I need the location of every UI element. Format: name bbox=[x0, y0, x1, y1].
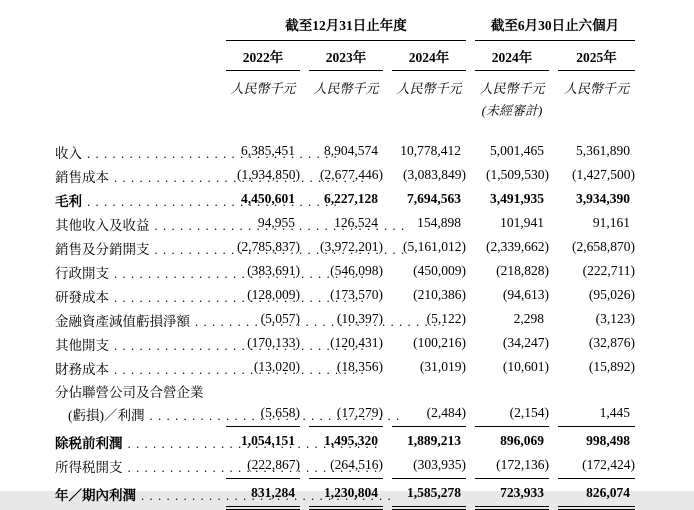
value-cell bbox=[226, 237, 300, 261]
value-cell bbox=[558, 189, 635, 213]
row-label-text: 其他收入及收益 bbox=[55, 218, 150, 233]
value-text: (128,009) bbox=[247, 287, 300, 302]
table-row bbox=[55, 237, 694, 261]
value-cell bbox=[226, 213, 300, 237]
value-cell bbox=[475, 309, 549, 333]
value-text: 5,361,890 bbox=[576, 143, 630, 158]
value-cell bbox=[392, 213, 466, 237]
unit-label: 人民幣千元 bbox=[563, 81, 629, 96]
value-text: 101,941 bbox=[500, 215, 544, 230]
value-cell bbox=[392, 237, 466, 261]
value-cell bbox=[226, 333, 300, 357]
value-text: 10,778,412 bbox=[400, 143, 461, 158]
value-text: 6,385,451 bbox=[241, 143, 295, 158]
value-text: (17,279) bbox=[336, 405, 383, 420]
value-text: (210,386) bbox=[413, 287, 466, 302]
value-text: (5,057) bbox=[260, 311, 300, 326]
unit-label: 人民幣千元 bbox=[230, 81, 296, 96]
value-text: (15,892) bbox=[588, 359, 635, 374]
table-header-units bbox=[55, 71, 694, 97]
value-text: 826,074 bbox=[586, 485, 630, 500]
row-label-text: 毛利 bbox=[55, 194, 82, 209]
table-row bbox=[55, 455, 694, 479]
value-text: (172,424) bbox=[582, 457, 635, 472]
value-text: (1,509,530) bbox=[486, 167, 549, 182]
table-row bbox=[55, 381, 694, 427]
period-group-title-interim: 截至6月30日止六個月 bbox=[475, 14, 635, 41]
row-label-text: 銷售成本 bbox=[55, 170, 109, 185]
value-cell bbox=[309, 285, 383, 309]
row-label bbox=[55, 310, 217, 333]
year-header-2023: 2023年 bbox=[309, 41, 383, 71]
value-text: (100,216) bbox=[413, 335, 466, 350]
value-cell bbox=[558, 431, 635, 455]
value-cell bbox=[475, 333, 549, 357]
value-cell bbox=[558, 141, 635, 165]
value-text: (32,876) bbox=[588, 335, 635, 350]
value-text: 896,069 bbox=[500, 433, 544, 448]
value-cell bbox=[558, 357, 635, 381]
row-label bbox=[55, 381, 217, 427]
value-text: 94,955 bbox=[257, 215, 295, 230]
row-label bbox=[55, 484, 217, 507]
table-row bbox=[55, 431, 694, 455]
row-label-text: 年／期內利潤 bbox=[55, 488, 136, 503]
row-label-text: 財務成本 bbox=[55, 362, 109, 377]
value-text: 1,445 bbox=[599, 405, 630, 420]
value-text: (218,828) bbox=[496, 263, 549, 278]
value-text: 3,934,390 bbox=[576, 191, 630, 206]
table-row bbox=[55, 165, 694, 189]
value-text: (5,122) bbox=[426, 311, 466, 326]
value-text: (34,247) bbox=[502, 335, 549, 350]
row-label bbox=[55, 432, 217, 455]
value-cell bbox=[309, 309, 383, 333]
table-row bbox=[55, 483, 694, 507]
row-label-text: 除税前利潤 bbox=[55, 436, 123, 451]
row-label-text: 收入 bbox=[55, 146, 82, 161]
value-text: 1,054,151 bbox=[241, 433, 295, 448]
value-text: 6,227,128 bbox=[324, 191, 378, 206]
row-label-text: 研發成本 bbox=[55, 290, 109, 305]
value-cell bbox=[392, 189, 466, 213]
value-cell bbox=[558, 333, 635, 357]
value-text: (2,677,446) bbox=[320, 167, 383, 182]
value-text: 1,495,320 bbox=[324, 433, 378, 448]
row-label-text: 其他開支 bbox=[55, 338, 109, 353]
value-text: (10,397) bbox=[336, 311, 383, 326]
value-cell bbox=[392, 483, 466, 507]
value-cell bbox=[392, 431, 466, 455]
value-cell bbox=[558, 165, 635, 189]
value-text: (2,785,837) bbox=[237, 239, 300, 254]
value-cell bbox=[475, 141, 549, 165]
value-cell bbox=[475, 237, 549, 261]
value-text: (450,009) bbox=[413, 263, 466, 278]
value-text: (173,570) bbox=[330, 287, 383, 302]
value-cell bbox=[475, 431, 549, 455]
value-cell bbox=[226, 189, 300, 213]
value-cell bbox=[392, 141, 466, 165]
value-text: 91,161 bbox=[592, 215, 630, 230]
value-text: (1,934,850) bbox=[237, 167, 300, 182]
value-text: (94,613) bbox=[502, 287, 549, 302]
row-label bbox=[55, 456, 217, 479]
value-cell bbox=[309, 483, 383, 507]
value-text: (18,356) bbox=[336, 359, 383, 374]
value-cell bbox=[558, 309, 635, 333]
table-row bbox=[55, 357, 694, 381]
value-text: 2,298 bbox=[513, 311, 544, 326]
value-text: (303,935) bbox=[413, 457, 466, 472]
value-text: (31,019) bbox=[419, 359, 466, 374]
value-text: (120,431) bbox=[330, 335, 383, 350]
value-text: 1,585,278 bbox=[407, 485, 461, 500]
value-cell bbox=[475, 261, 549, 285]
value-text: 831,284 bbox=[251, 485, 295, 500]
row-label-text: (虧損)／利潤 bbox=[68, 408, 145, 423]
value-text: 7,694,563 bbox=[407, 191, 461, 206]
value-text: (264,516) bbox=[330, 457, 383, 472]
row-label bbox=[55, 166, 217, 189]
table-body bbox=[55, 141, 694, 507]
value-cell bbox=[392, 261, 466, 285]
value-text: (222,867) bbox=[247, 457, 300, 472]
value-text: 998,498 bbox=[586, 433, 630, 448]
row-label-text: 分佔聯營公司及合營企業 bbox=[55, 385, 204, 400]
value-text: (3,123) bbox=[595, 311, 635, 326]
value-cell bbox=[309, 261, 383, 285]
value-text: (3,083,849) bbox=[403, 167, 466, 182]
value-text: 5,001,465 bbox=[490, 143, 544, 158]
value-text: (95,026) bbox=[588, 287, 635, 302]
value-text: (10,601) bbox=[502, 359, 549, 374]
value-cell bbox=[392, 403, 466, 427]
table-row bbox=[55, 261, 694, 285]
value-text: (5,658) bbox=[260, 405, 300, 420]
row-label-text: 銷售及分銷開支 bbox=[55, 242, 150, 257]
value-cell bbox=[309, 431, 383, 455]
value-text: 1,230,804 bbox=[324, 485, 378, 500]
value-cell bbox=[226, 165, 300, 189]
value-text: (2,658,870) bbox=[572, 239, 635, 254]
value-cell bbox=[558, 455, 635, 479]
year-header-2024-interim: 2024年 bbox=[475, 41, 549, 71]
value-cell bbox=[558, 261, 635, 285]
value-text: (13,020) bbox=[253, 359, 300, 374]
row-label bbox=[55, 214, 217, 237]
value-cell bbox=[226, 141, 300, 165]
value-cell bbox=[475, 483, 549, 507]
value-cell bbox=[309, 141, 383, 165]
row-label bbox=[55, 358, 217, 381]
value-cell bbox=[558, 285, 635, 309]
table-header-years bbox=[55, 41, 694, 71]
row-label bbox=[55, 238, 217, 261]
value-cell bbox=[226, 285, 300, 309]
value-cell bbox=[392, 333, 466, 357]
value-cell bbox=[226, 261, 300, 285]
value-cell bbox=[558, 213, 635, 237]
value-text: (170,133) bbox=[247, 335, 300, 350]
table-row bbox=[55, 333, 694, 357]
value-text: (1,427,500) bbox=[572, 167, 635, 182]
unaudited-note: (未經審計) bbox=[481, 103, 543, 118]
value-cell bbox=[309, 333, 383, 357]
value-text: (2,154) bbox=[509, 405, 549, 420]
row-label bbox=[55, 262, 217, 285]
value-cell bbox=[392, 455, 466, 479]
value-cell bbox=[475, 403, 549, 427]
value-text: (5,161,012) bbox=[403, 239, 466, 254]
value-cell bbox=[309, 237, 383, 261]
row-label bbox=[55, 142, 217, 165]
value-cell bbox=[226, 431, 300, 455]
value-text: (222,711) bbox=[582, 263, 635, 278]
unit-label: 人民幣千元 bbox=[396, 81, 462, 96]
year-header-2024: 2024年 bbox=[392, 41, 466, 71]
value-cell bbox=[475, 189, 549, 213]
value-cell bbox=[558, 237, 635, 261]
value-cell bbox=[226, 403, 300, 427]
period-group-title-annual: 截至12月31日止年度 bbox=[226, 14, 466, 41]
value-cell bbox=[226, 455, 300, 479]
row-label-text: 金融資產減值虧損淨額 bbox=[55, 314, 190, 329]
value-cell bbox=[309, 213, 383, 237]
value-text: (172,136) bbox=[496, 457, 549, 472]
value-cell bbox=[558, 483, 635, 507]
value-cell bbox=[226, 309, 300, 333]
row-label bbox=[55, 190, 217, 213]
value-cell bbox=[475, 165, 549, 189]
table-row bbox=[55, 189, 694, 213]
value-text: (3,972,201) bbox=[320, 239, 383, 254]
unit-label: 人民幣千元 bbox=[479, 81, 545, 96]
value-cell bbox=[475, 357, 549, 381]
value-text: 3,491,935 bbox=[490, 191, 544, 206]
value-text: (546,098) bbox=[330, 263, 383, 278]
value-cell bbox=[226, 357, 300, 381]
unit-label: 人民幣千元 bbox=[313, 81, 379, 96]
value-cell bbox=[226, 483, 300, 507]
value-text: 4,450,601 bbox=[241, 191, 295, 206]
row-label bbox=[55, 286, 217, 309]
value-text: (383,691) bbox=[247, 263, 300, 278]
row-label-text: 行政開支 bbox=[55, 266, 109, 281]
value-cell bbox=[475, 213, 549, 237]
value-text: 126,524 bbox=[334, 215, 378, 230]
value-cell bbox=[392, 165, 466, 189]
year-header-2025-interim: 2025年 bbox=[558, 41, 635, 71]
row-label bbox=[55, 334, 217, 357]
table-row bbox=[55, 213, 694, 237]
table-row bbox=[55, 309, 694, 333]
value-text: (2,484) bbox=[426, 405, 466, 420]
value-cell bbox=[475, 285, 549, 309]
year-header-2022: 2022年 bbox=[226, 41, 300, 71]
value-text: (2,339,662) bbox=[486, 239, 549, 254]
row-label-text: 所得税開支 bbox=[55, 460, 123, 475]
table-header-groups bbox=[55, 14, 694, 41]
value-text: 8,904,574 bbox=[324, 143, 378, 158]
value-cell bbox=[392, 285, 466, 309]
value-cell bbox=[309, 403, 383, 427]
value-cell bbox=[392, 357, 466, 381]
value-cell bbox=[475, 455, 549, 479]
table-row bbox=[55, 141, 694, 165]
value-text: 723,933 bbox=[500, 485, 544, 500]
value-cell bbox=[309, 455, 383, 479]
value-cell bbox=[392, 309, 466, 333]
table-row bbox=[55, 285, 694, 309]
table-header-notes bbox=[55, 97, 694, 119]
value-text: 154,898 bbox=[417, 215, 461, 230]
value-cell bbox=[309, 165, 383, 189]
value-cell bbox=[558, 403, 635, 427]
value-cell bbox=[309, 357, 383, 381]
value-cell bbox=[309, 189, 383, 213]
value-text: 1,889,213 bbox=[407, 433, 461, 448]
